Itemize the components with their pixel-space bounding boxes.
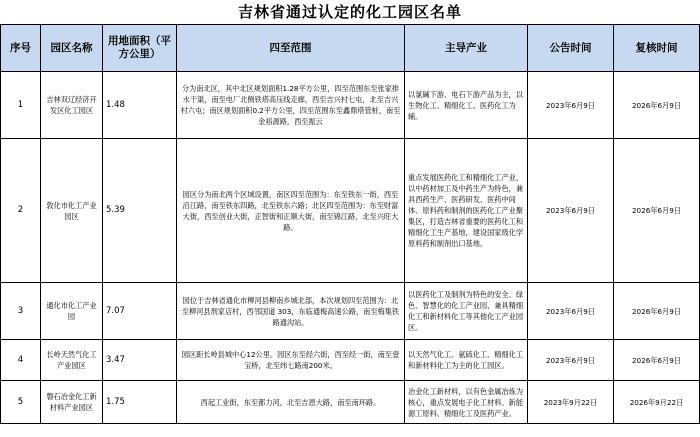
row-area: 5.39 — [103, 139, 177, 283]
table-row — [1, 139, 700, 283]
row-industry: 以天然气化工、氨硫化工、精细化工和新材料化工为主的化工园区。 — [405, 340, 528, 381]
row-review: 2026年6月9日 — [614, 72, 700, 139]
header-industry: 主导产业 — [405, 25, 528, 72]
table-row — [1, 72, 700, 139]
row-scope: 园区距长岭县城中心12公里。园区东至经六街，西至经一街，南至壹宝桥，北至纬七路南200米。 — [177, 340, 405, 381]
row-seq: 1 — [1, 72, 41, 139]
row-review: 2026年6月9日 — [614, 340, 700, 381]
row-name: 吉林双辽经济开发区化工园区 — [41, 72, 103, 139]
row-industry: 以氯碱下游、电石下游产品为主，以生物化工、精细化工、医药化工为辅。 — [405, 72, 528, 139]
header-announce: 公告时间 — [528, 25, 614, 72]
row-area: 7.07 — [103, 283, 177, 340]
header-scope: 四至范围 — [177, 25, 405, 72]
row-area: 3.47 — [103, 340, 177, 381]
row-review: 2026年6月9日 — [614, 139, 700, 283]
row-scope: 园区分为南北两个区域设置，南区四至范围为：东至铁东一街，西至沿江路，南至铁东四路，北至铁东六路；北区四至范围为：东至财富大街，西至创业大街，正智街和正顺大街，南至锦江路，北至兴旺大路。 — [177, 139, 405, 283]
table-header-row — [1, 25, 700, 72]
row-announce: 2023年6月9日 — [528, 340, 614, 381]
row-industry: 重点发展医药化工和精细化工产业，以中药材加工及中药生产为特色，兼具西药生产、医药研发、医药中间体、原料药和制剂的医药化工产业聚集区，打造吉林省重要的医药化工和精细化工生产基地，建设国家级化学原料药和制剂出口基地。 — [405, 139, 528, 283]
row-area: 1.48 — [103, 72, 177, 139]
row-name: 长岭天然气化工产业园区 — [41, 340, 103, 381]
table-row — [1, 283, 700, 340]
page-title: 吉林省通过认定的化工园区名单 — [237, 3, 462, 21]
row-announce: 2023年9月22日 — [528, 381, 614, 424]
table-row — [1, 381, 700, 424]
header-review: 复核时间 — [614, 25, 700, 72]
chemical-park-table — [0, 24, 700, 424]
row-announce: 2023年6月9日 — [528, 72, 614, 139]
row-scope: 西起工业街，东至都力河，北至吉恩大路，南至南环路。 — [177, 381, 405, 424]
row-announce: 2023年6月9日 — [528, 139, 614, 283]
row-scope: 分为南北区，其中北区规划面积1.28平方公里，四至范围东至张家排水干渠，南至电厂北侧铁塔高压线走廊，西至吉兴村七屯，北至吉兴村六屯；南区规划面积0.2平方公里，四至范围东至鑫鼎塔管桩，南至金裕源路，西至振云 — [177, 72, 405, 139]
header-area: 用地面积（平方公里） — [103, 25, 177, 72]
header-seq: 序号 — [1, 25, 41, 72]
header-name: 园区名称 — [41, 25, 103, 72]
row-announce: 2023年6月9日 — [528, 283, 614, 340]
row-seq: 3 — [1, 283, 41, 340]
row-area: 1.75 — [103, 381, 177, 424]
row-scope: 园位于吉林省通化市柳河县柳南乡城北部，本次规划四至范围为：北至柳河县刑家店村，西邻国道 303，东临通梅高速公路，南至梅集铁路通沟站。 — [177, 283, 405, 340]
row-seq: 4 — [1, 340, 41, 381]
row-review: 2026年6月9日 — [614, 283, 700, 340]
table-row — [1, 340, 700, 381]
row-industry: 以医药化工及制剂为特色的安全、绿色、智慧化的化工产业园，兼具精细化工和新材料化工等其他化工产业园区。 — [405, 283, 528, 340]
row-review: 2026年9月22日 — [614, 381, 700, 424]
row-seq: 5 — [1, 381, 41, 424]
row-name: 通化市化工产业园 — [41, 283, 103, 340]
row-industry: 冶金化工新材料，以有色金属冶炼为核心，重点发展电子化工材料、新能源工原料、精细化工及医药产业。 — [405, 381, 528, 424]
row-name: 磐石冶金化工新材料产业园区 — [41, 381, 103, 424]
row-name: 敦化市化工产业园区 — [41, 139, 103, 283]
row-seq: 2 — [1, 139, 41, 283]
